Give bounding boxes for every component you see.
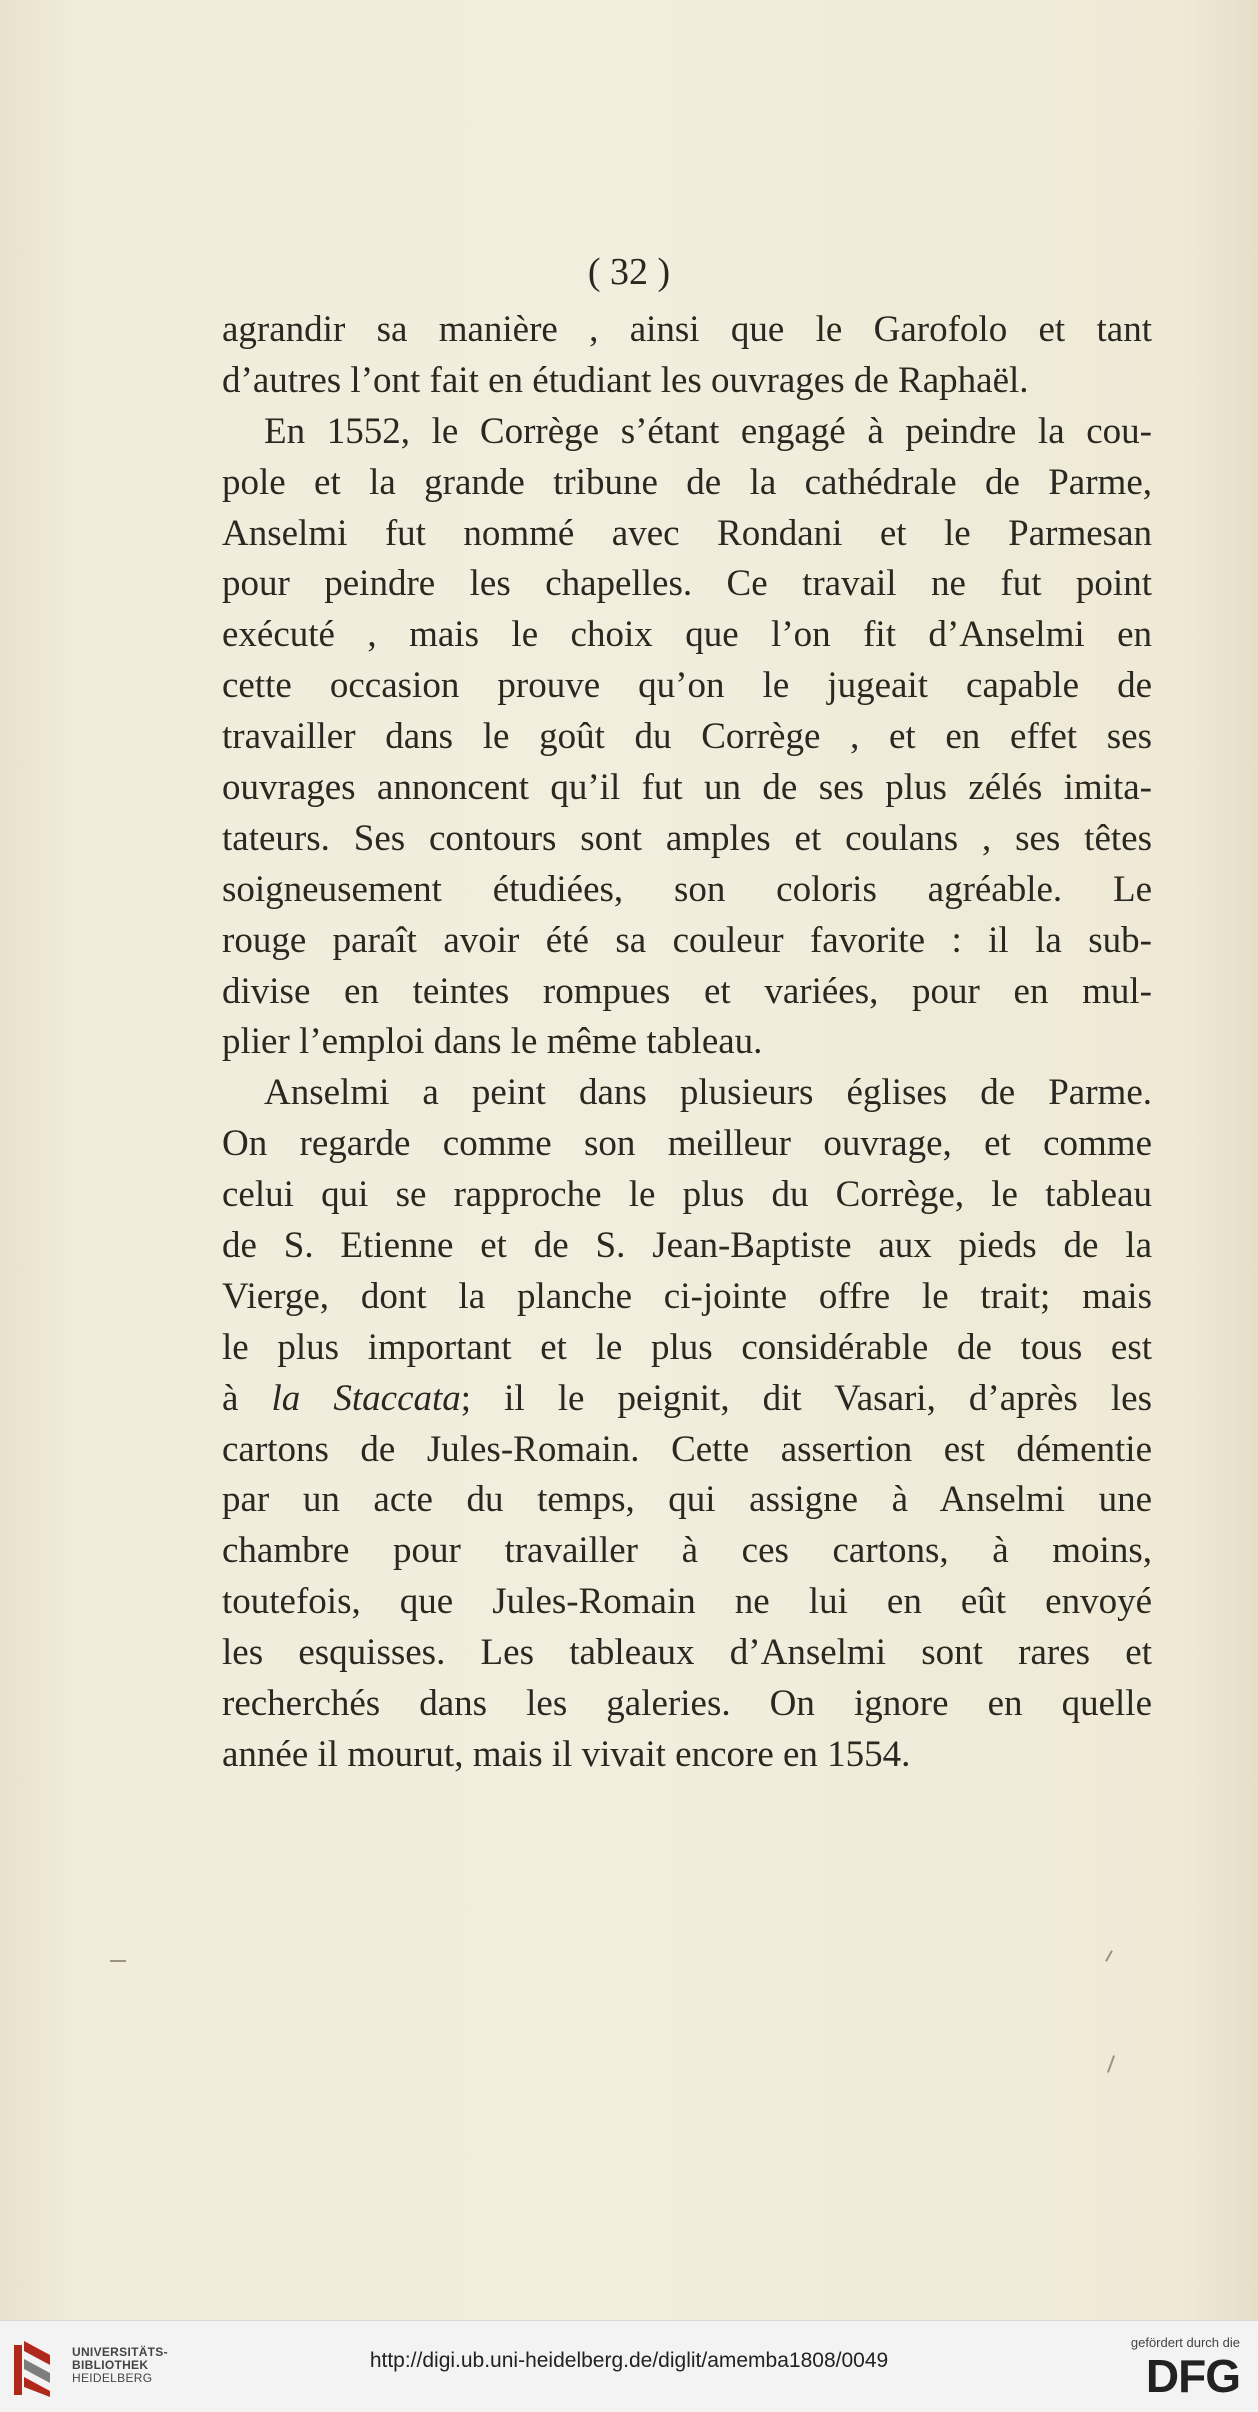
- text-line: plier l’emploi dans le même tableau.: [222, 1021, 763, 1063]
- text-line-with-italic: [222, 1374, 1152, 1425]
- library-name-line: BIBLIOTHEK: [72, 2358, 149, 2372]
- text-line: tateurs. Ses contours sont amples et coulans , ses têtes: [222, 817, 1152, 859]
- text-line: celui qui se rapproche le plus du Corrège, le tableau: [222, 1174, 1152, 1216]
- scan-speck: [1107, 2055, 1115, 2073]
- text-line: En 1552, le Corrège s’étant engagé à peindre la cou-: [264, 410, 1152, 452]
- dfg-logo: DFG: [1145, 2350, 1240, 2402]
- text-segment: à: [222, 1377, 272, 1419]
- text-line: de S. Etienne et de S. Jean-Baptiste aux pieds de la: [222, 1225, 1152, 1267]
- text-line: Anselmi fut nommé avec Rondani et le Parmesan: [222, 512, 1152, 554]
- text-line: On regarde comme son meilleur ouvrage, et comme: [222, 1123, 1152, 1165]
- text-line: année il mourut, mais il vivait encore en 1554.: [222, 1733, 911, 1775]
- library-name-line: UNIVERSITÄTS-: [72, 2345, 168, 2359]
- text-line: pole et la grande tribune de la cathédrale de Parme,: [222, 461, 1152, 503]
- text-line: Vierge, dont la planche ci-jointe offre le trait; mais: [222, 1275, 1152, 1317]
- text-line: le plus important et le plus considérable de tous est: [222, 1326, 1152, 1368]
- text-line: les esquisses. Les tableaux d’Anselmi sont rares et: [222, 1632, 1152, 1674]
- text-line: Anselmi a peint dans plusieurs églises de Parme.: [264, 1072, 1152, 1114]
- body-text: [222, 305, 1152, 1781]
- text-segment: ; il le peignit, dit Vasari, d’après les: [460, 1377, 1152, 1419]
- text-line: soigneusement étudiées, son coloris agréable. Le: [222, 868, 1152, 910]
- text-line: par un acte du temps, qui assigne à Anselmi une: [222, 1479, 1152, 1521]
- text-line: chambre pour travailler à ces cartons, à moins,: [222, 1530, 1152, 1572]
- funder-caption: gefördert durch die: [1130, 2335, 1240, 2350]
- text-line: cartons de Jules-Romain. Cette assertion est démentie: [222, 1428, 1152, 1470]
- text-line: exécuté , mais le choix que l’on fit d’Anselmi en: [222, 614, 1152, 656]
- italic-place-name: la Staccata: [271, 1377, 461, 1419]
- text-line: travailler dans le goût du Corrège , et en effet ses: [222, 716, 1152, 758]
- text-line: recherchés dans les galeries. On ignore en quelle: [222, 1683, 1152, 1725]
- text-line: rouge paraît avoir été sa couleur favorite : il la sub-: [222, 919, 1152, 961]
- text-line: cette occasion prouve qu’on le jugeait capable de: [222, 665, 1152, 707]
- text-line: pour peindre les chapelles. Ce travail ne fut point: [222, 563, 1152, 605]
- permalink-url[interactable]: http://digi.ub.uni-heidelberg.de/diglit/amemba1808/0049: [369, 2349, 889, 2372]
- text-line: agrandir sa manière , ainsi que le Garofolo et tant: [222, 309, 1152, 350]
- scan-speck: [110, 1960, 126, 1962]
- library-name-line: HEIDELBERG: [72, 2371, 153, 2385]
- scan-speck: [1105, 1950, 1113, 1961]
- page-number: ( 32 ): [587, 251, 671, 293]
- text-line: ouvrages annoncent qu’il fut un de ses plus zélés imita-: [222, 767, 1152, 809]
- text-line: divise en teintes rompues et variées, pour en mul-: [222, 970, 1152, 1012]
- text-line: toutefois, que Jules-Romain ne lui en eût envoyé: [222, 1581, 1152, 1623]
- text-line: d’autres l’ont fait en étudiant les ouvrages de Raphaël.: [222, 359, 1029, 401]
